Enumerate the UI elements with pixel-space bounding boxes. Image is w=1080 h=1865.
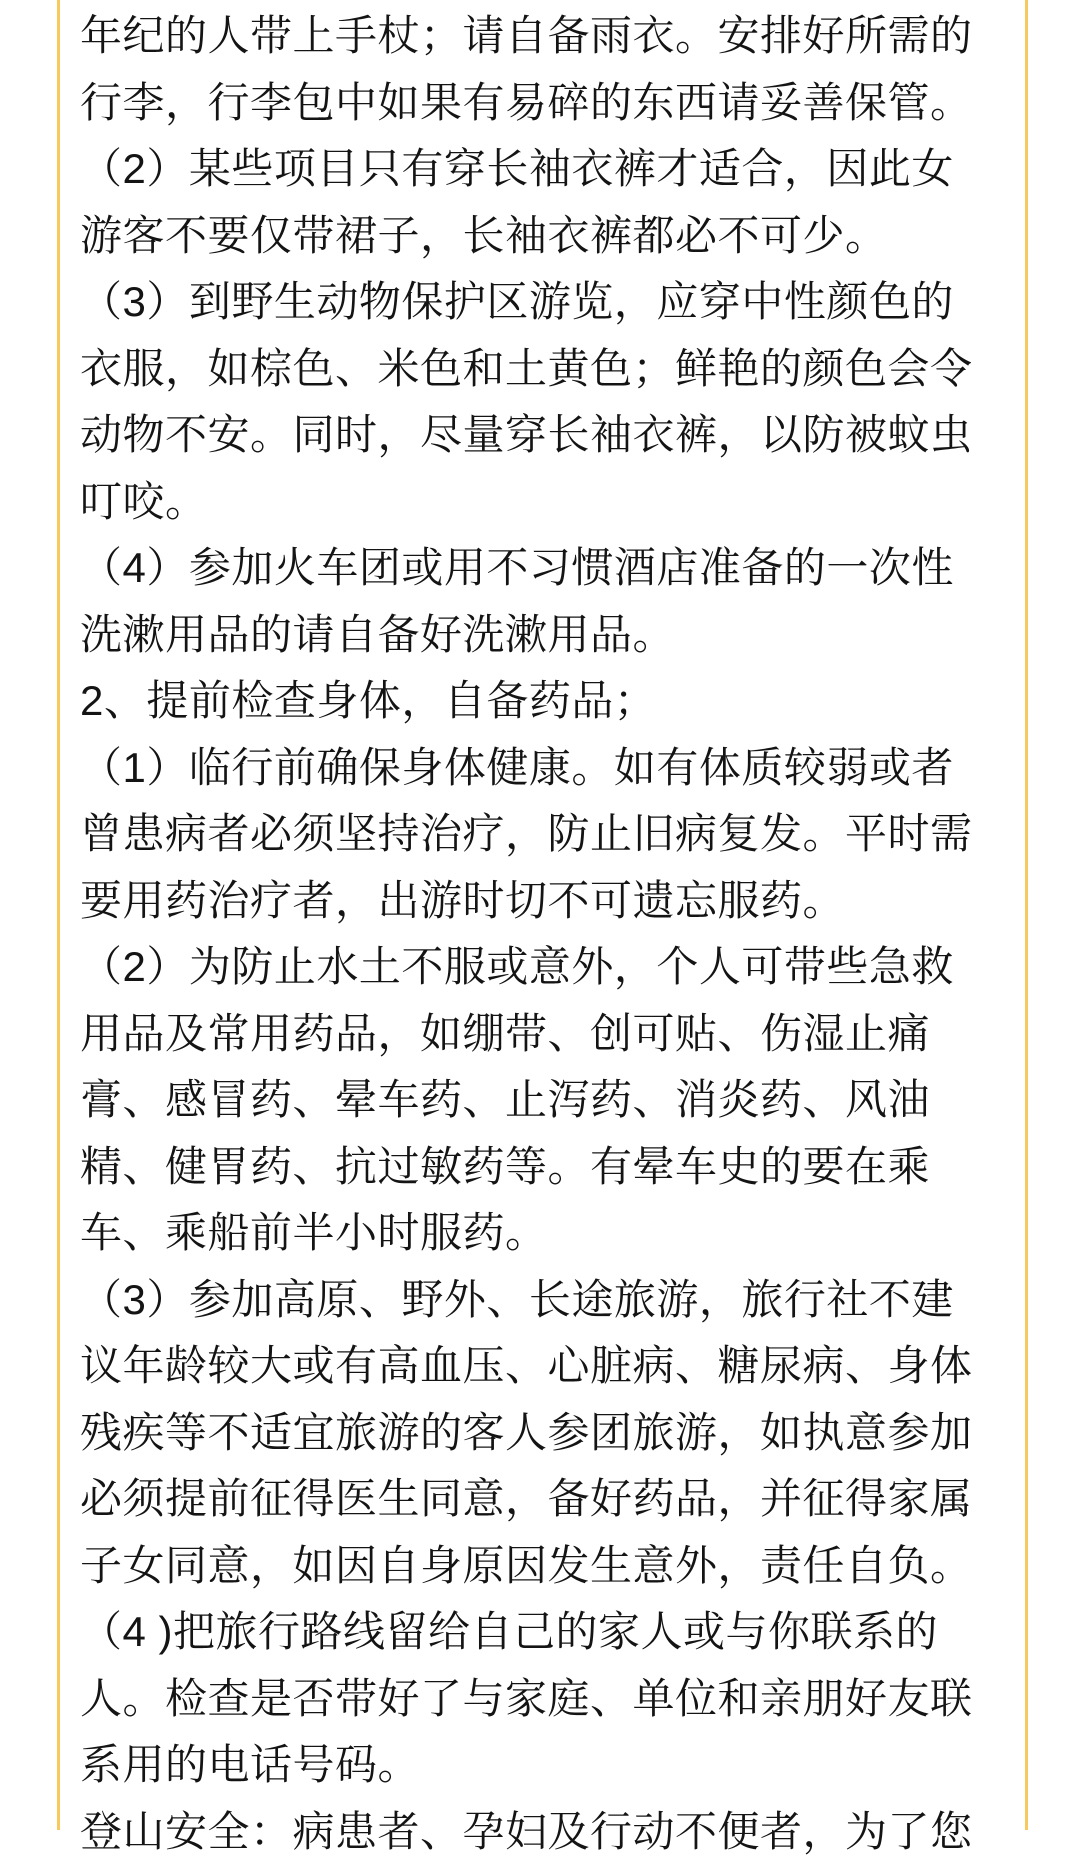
left-accent-border bbox=[57, 0, 60, 1830]
text-line: 精、健胃药、抗过敏药等。有晕车史的要在乘 bbox=[80, 1134, 1012, 1201]
text-line: 系用的电话号码。 bbox=[80, 1732, 1012, 1799]
text-line: 膏、感冒药、晕车药、止泻药、消炎药、风油 bbox=[80, 1067, 1012, 1134]
text-line: 游客不要仅带裙子，长袖衣裤都必不可少。 bbox=[80, 203, 1012, 270]
text-line: 子女同意，如因自身原因发生意外，责任自负。 bbox=[80, 1533, 1012, 1600]
text-line: （3）到野生动物保护区游览，应穿中性颜色的 bbox=[80, 269, 1012, 336]
text-line: 2、提前检查身体，自备药品； bbox=[80, 668, 1012, 735]
text-line-clipped: 登山安全：病患者、孕妇及行动不便者，为了您 bbox=[80, 1799, 1012, 1865]
text-line: 议年龄较大或有高血压、心脏病、糖尿病、身体 bbox=[80, 1333, 1012, 1400]
text-line: 动物不安。同时，尽量穿长袖衣裤，以防被蚊虫 bbox=[80, 402, 1012, 469]
text-line: 人。检查是否带好了与家庭、单位和亲朋好友联 bbox=[80, 1666, 1012, 1733]
text-line: 必须提前征得医生同意，备好药品，并征得家属 bbox=[80, 1466, 1012, 1533]
text-line: 洗漱用品的请自备好洗漱用品。 bbox=[80, 602, 1012, 669]
text-line: （2）为防止水土不服或意外，个人可带些急救 bbox=[80, 934, 1012, 1001]
text-line: 要用药治疗者，出游时切不可遗忘服药。 bbox=[80, 868, 1012, 935]
text-line: 曾患病者必须坚持治疗，防止旧病复发。平时需 bbox=[80, 801, 1012, 868]
text-line: （4）参加火车团或用不习惯酒店准备的一次性 bbox=[80, 535, 1012, 602]
text-line: 残疾等不适宜旅游的客人参团旅游，如执意参加 bbox=[80, 1400, 1012, 1467]
text-line: 衣服，如棕色、米色和土黄色；鲜艳的颜色会令 bbox=[80, 336, 1012, 403]
text-line: 叮咬。 bbox=[80, 469, 1012, 536]
text-line: （3）参加高原、野外、长途旅游，旅行社不建 bbox=[80, 1267, 1012, 1334]
text-line: 年纪的人带上手杖；请自备雨衣。安排好所需的 bbox=[80, 3, 1012, 70]
text-line: （2）某些项目只有穿长袖衣裤才适合，因此女 bbox=[80, 136, 1012, 203]
right-accent-border bbox=[1025, 0, 1028, 1830]
text-line: 车、乘船前半小时服药。 bbox=[80, 1200, 1012, 1267]
text-line: 用品及常用药品，如绷带、创可贴、伤湿止痛 bbox=[80, 1001, 1012, 1068]
document-text-body bbox=[80, 3, 1012, 1865]
text-line: （4 )把旅行路线留给自己的家人或与你联系的 bbox=[80, 1599, 1012, 1666]
text-line: 行李，行李包中如果有易碎的东西请妥善保管。 bbox=[80, 70, 1012, 137]
text-line: （1）临行前确保身体健康。如有体质较弱或者 bbox=[80, 735, 1012, 802]
